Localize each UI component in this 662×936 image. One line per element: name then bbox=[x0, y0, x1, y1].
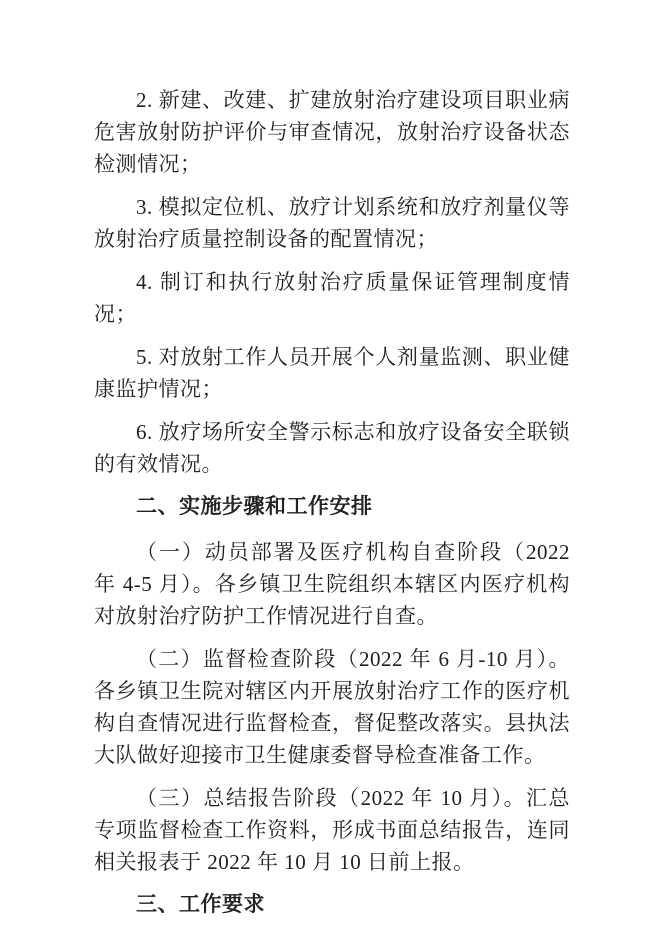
paragraph-phase-2: （二）监督检查阶段（2022 年 6 月-10 月）。各乡镇卫生院对辖区内开展放射治疗工作的医疗机构自查情况进行监督检查，督促整改落实。县执法大队做好迎接市卫生健康委督导检查准备工作。 bbox=[94, 647, 570, 767]
section-heading-2: 二、实施步骤和工作安排 bbox=[136, 495, 373, 518]
paragraph-item-2: 2. 新建、改建、扩建放射治疗建设项目职业病危害放射防护评价与审查情况，放射治疗设备状态检测情况； bbox=[94, 88, 570, 176]
paragraph-item-4: 4. 制订和执行放射治疗质量保证管理制度情况； bbox=[94, 270, 570, 326]
paragraph-phase-3: （三）总结报告阶段（2022 年 10 月）。汇总专项监督检查工作资料，形成书面总结报告，连同相关报表于 2022 年 10 月 10 日前上报。 bbox=[94, 786, 570, 874]
paragraph-item-3: 3. 模拟定位机、放疗计划系统和放疗剂量仪等放射治疗质量控制设备的配置情况； bbox=[94, 195, 570, 251]
paragraph-phase-1: （一）动员部署及医疗机构自查阶段（2022 年 4-5 月）。各乡镇卫生院组织本辖区内医疗机构对放射治疗防护工作情况进行自查。 bbox=[94, 540, 570, 628]
paragraph-item-6: 6. 放疗场所安全警示标志和放疗设备安全联锁的有效情况。 bbox=[94, 420, 570, 476]
paragraph-item-5: 5. 对放射工作人员开展个人剂量监测、职业健康监护情况； bbox=[94, 345, 570, 401]
section-heading-3: 三、工作要求 bbox=[136, 893, 265, 916]
